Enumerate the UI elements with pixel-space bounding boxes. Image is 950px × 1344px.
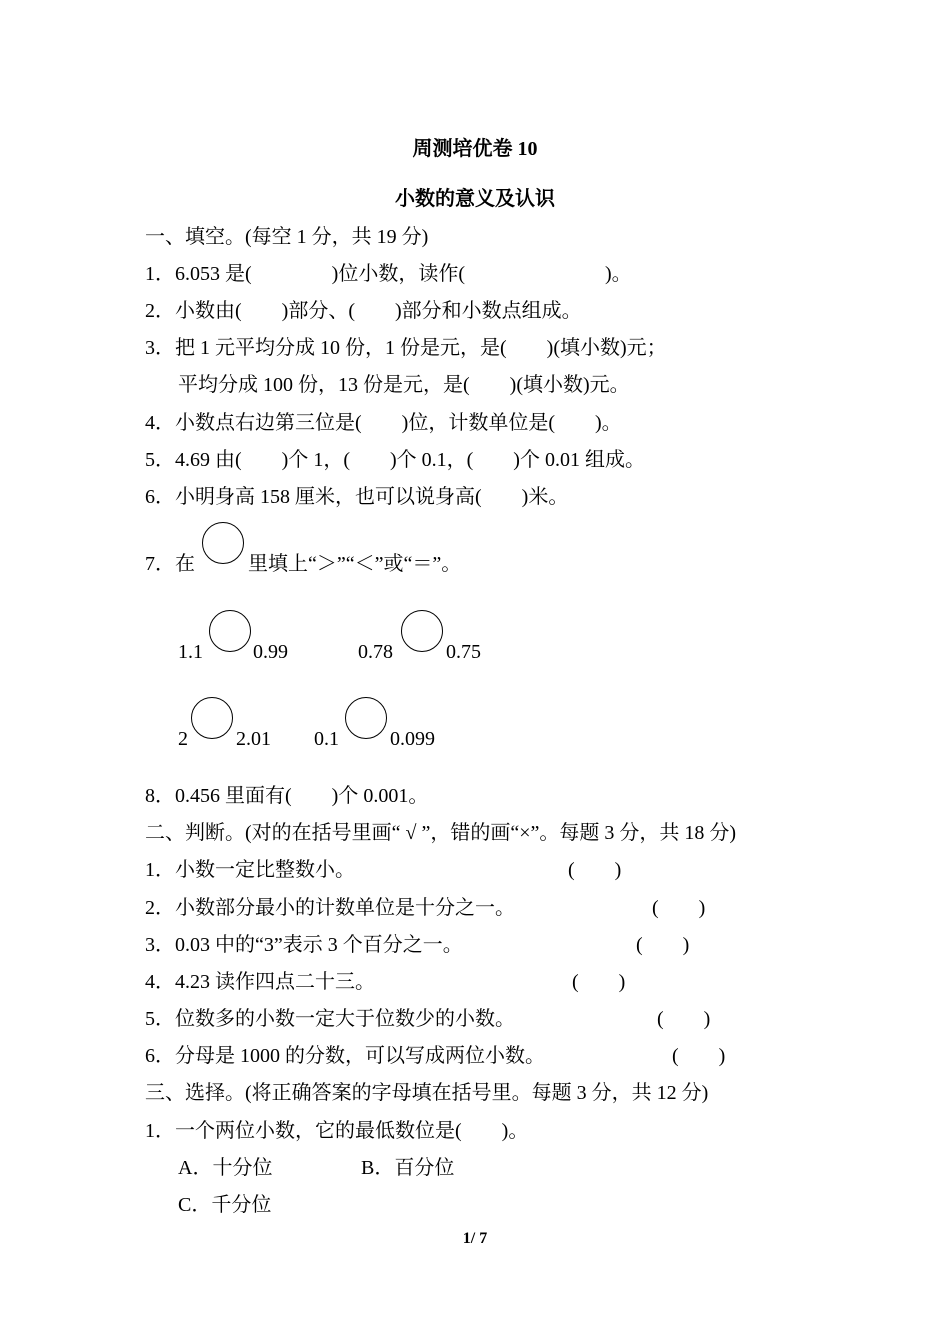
section2-heading: 二、判断。(对的在括号里画“ √ ”，错的画“×”。每题 3 分，共 18 分) <box>145 822 737 844</box>
judge-blank-4[interactable]: ( ) <box>572 971 626 993</box>
judge-item-1: 1．小数一定比整数小。 <box>145 859 355 881</box>
compare-right-1: 0.99 <box>253 641 288 663</box>
compare-circle-3[interactable] <box>191 697 233 739</box>
compare-left-1: 1.1 <box>178 641 203 663</box>
compare-right-2: 0.75 <box>446 641 481 663</box>
question-1-8: 8．0.456 里面有( )个 0.001。 <box>145 785 429 807</box>
page-title: 周测培优卷 10 <box>412 138 538 160</box>
answer-circle[interactable] <box>202 522 244 564</box>
choice-option-a[interactable]: A．十分位 <box>178 1157 273 1179</box>
judge-item-4: 4．4.23 读作四点二十三。 <box>145 971 375 993</box>
judge-item-2: 2．小数部分最小的计数单位是十分之一。 <box>145 897 515 919</box>
question-1-1: 1．6.053 是( )位小数，读作( )。 <box>145 263 632 285</box>
choice-question-1: 1．一个两位小数，它的最低数位是( )。 <box>145 1120 529 1142</box>
page-number: 1/ 7 <box>462 1230 488 1247</box>
question-1-4: 4．小数点右边第三位是( )位，计数单位是( )。 <box>145 412 622 434</box>
question-1-2: 2．小数由( )部分、( )部分和小数点组成。 <box>145 300 582 322</box>
question-1-7-prefix: 7．在 <box>145 553 195 575</box>
choice-option-c[interactable]: C．千分位 <box>178 1194 272 1216</box>
judge-blank-3[interactable]: ( ) <box>636 934 690 956</box>
compare-circle-4[interactable] <box>345 697 387 739</box>
question-1-6: 6．小明身高 158 厘米，也可以说身高( )米。 <box>145 486 569 508</box>
compare-left-4: 0.1 <box>314 728 339 750</box>
compare-left-2: 0.78 <box>358 641 393 663</box>
judge-item-6: 6．分母是 1000 的分数，可以写成两位小数。 <box>145 1045 545 1067</box>
judge-blank-2[interactable]: ( ) <box>652 897 706 919</box>
question-1-3b: 平均分成 100 份，13 份是元，是( )(填小数)元。 <box>178 374 630 396</box>
judge-blank-6[interactable]: ( ) <box>672 1045 726 1067</box>
question-1-3a: 3．把 1 元平均分成 10 份，1 份是元，是( )(填小数)元； <box>145 337 667 359</box>
compare-right-3: 2.01 <box>236 728 271 750</box>
compare-left-3: 2 <box>178 728 188 750</box>
section1-heading: 一、填空。(每空 1 分，共 19 分) <box>145 226 429 248</box>
compare-circle-2[interactable] <box>401 610 443 652</box>
section3-heading: 三、选择。(将正确答案的字母填在括号里。每题 3 分，共 12 分) <box>145 1082 709 1104</box>
judge-blank-5[interactable]: ( ) <box>657 1008 711 1030</box>
choice-option-b[interactable]: B．百分位 <box>361 1157 455 1179</box>
compare-right-4: 0.099 <box>390 728 435 750</box>
question-1-5: 5．4.69 由( )个 1，( )个 0.1，( )个 0.01 组成。 <box>145 449 645 471</box>
compare-circle-1[interactable] <box>209 610 251 652</box>
judge-item-5: 5．位数多的小数一定大于位数少的小数。 <box>145 1008 515 1030</box>
judge-blank-1[interactable]: ( ) <box>568 859 622 881</box>
judge-item-3: 3．0.03 中的“3”表示 3 个百分之一。 <box>145 934 463 956</box>
page-subtitle: 小数的意义及认识 <box>395 188 555 210</box>
question-1-7-suffix: 里填上“＞”“＜”或“＝”。 <box>248 553 462 575</box>
